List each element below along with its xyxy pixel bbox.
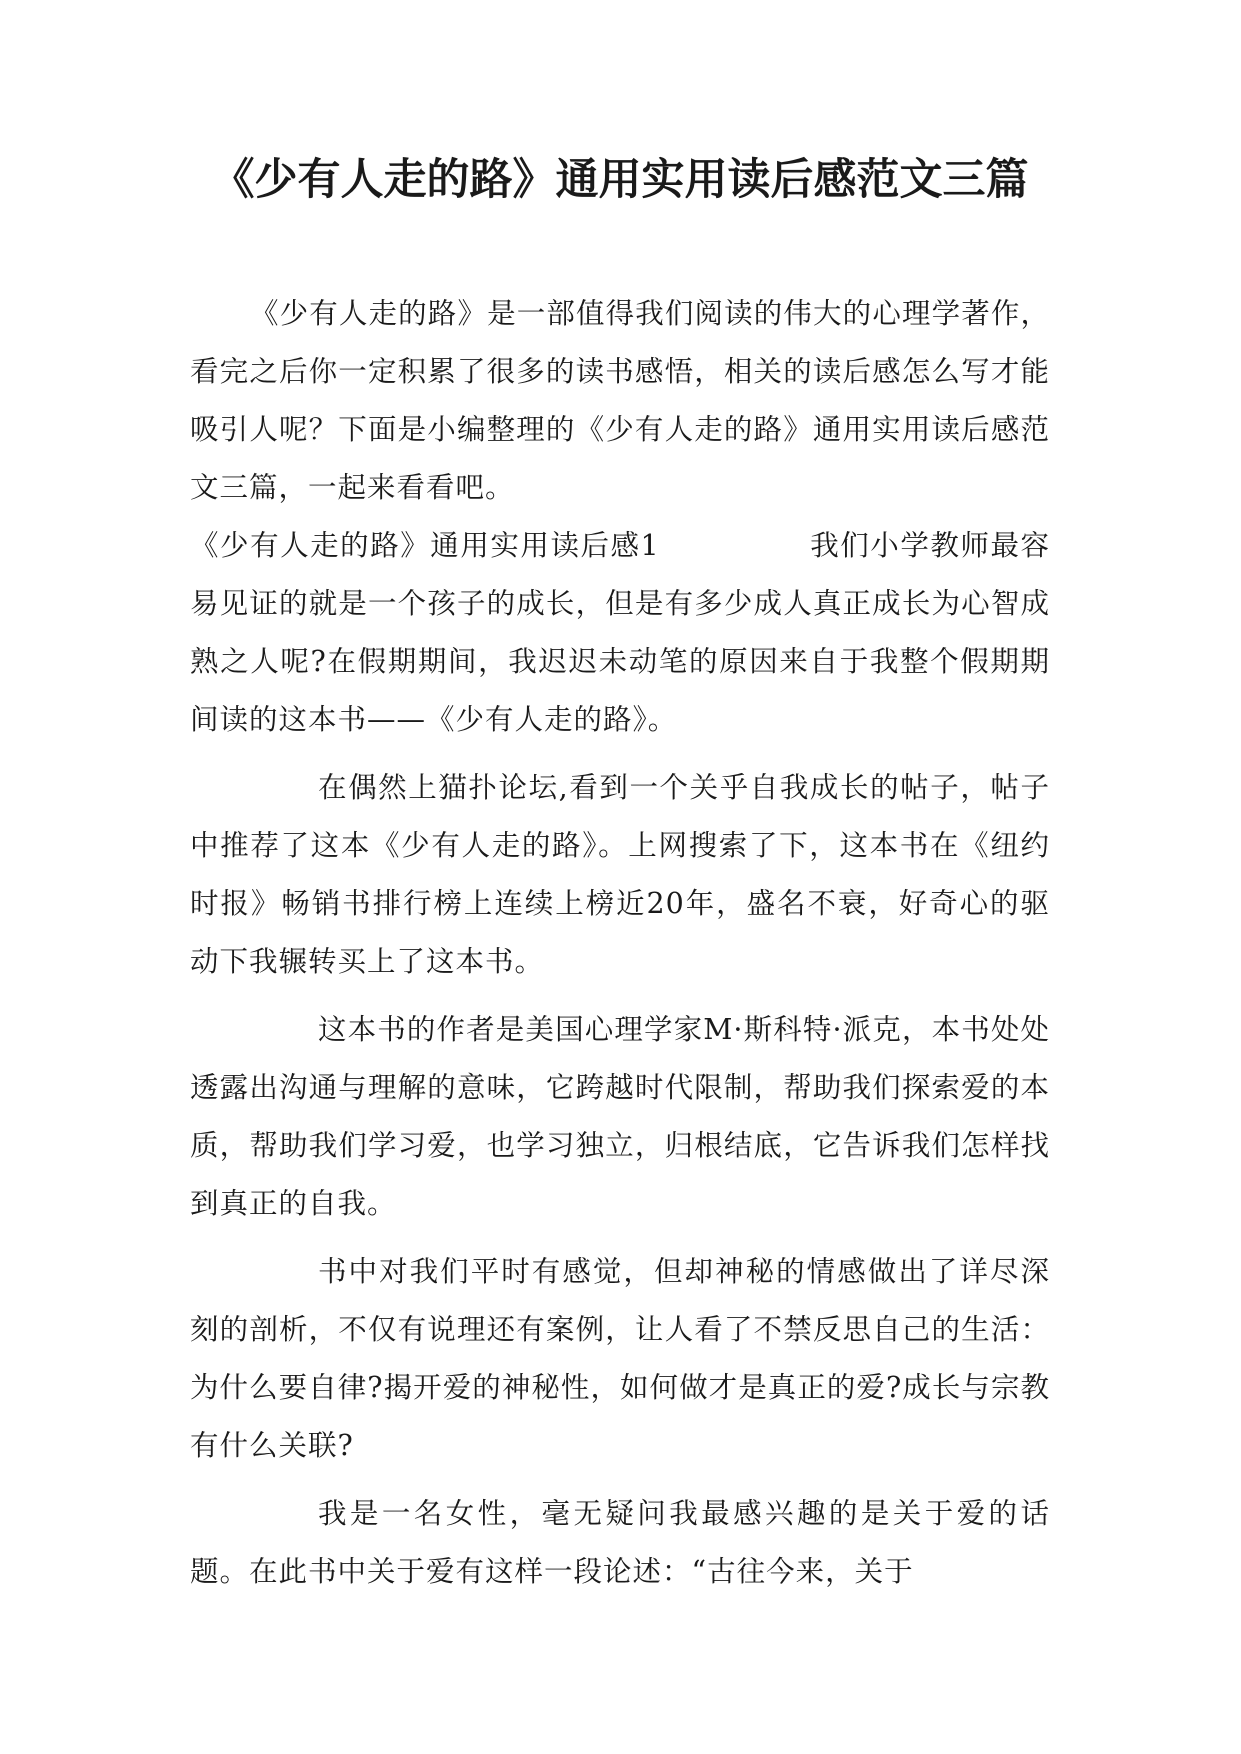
body-paragraph: 在偶然上猫扑论坛,看到一个关乎自我成长的帖子，帖子中推荐了这本《少有人走的路》。上网搜索了下，这本书在《纽约时报》畅销书排行榜上连续上榜近20年，盛名不衰，好奇心的驱动下我辗转买上了这本书。 xyxy=(190,771,1050,978)
document-body xyxy=(190,285,1050,1601)
section-heading: 《少有人走的路》通用实用读后感1 xyxy=(190,529,660,562)
intro-paragraph: 《少有人走的路》是一部值得我们阅读的伟大的心理学著作，看完之后你一定积累了很多的读书感悟，相关的读后感怎么写才能吸引人呢？下面是小编整理的《少有人走的路》通用实用读后感范文三篇，一起来看看吧。 xyxy=(190,297,1050,504)
section-heading-paragraph xyxy=(190,517,1050,749)
document-title: 《少有人走的路》通用实用读后感范文三篇 xyxy=(211,155,1029,205)
section-heading-continuation: 我们小学教师最容易见证的就是一个孩子的成长，但是有多少成人真正成长为心智成熟之人呢?在假期期间，我迟迟未动笔的原因来自于我整个假期期间读的这本书——《少有人走的路》。 xyxy=(190,529,1050,736)
body-paragraph: 书中对我们平时有感觉，但却神秘的情感做出了详尽深刻的剖析，不仅有说理还有案例，让人看了不禁反思自己的生活：为什么要自律?揭开爱的神秘性，如何做才是真正的爱?成长与宗教有什么关联? xyxy=(190,1255,1050,1462)
body-paragraph: 这本书的作者是美国心理学家M·斯科特·派克，本书处处透露出沟通与理解的意味，它跨越时代限制，帮助我们探索爱的本质，帮助我们学习爱，也学习独立，归根结底，它告诉我们怎样找到真正的自我。 xyxy=(190,1013,1050,1220)
body-paragraph: 我是一名女性，毫无疑问我最感兴趣的是关于爱的话题。在此书中关于爱有这样一段论述：“古往今来，关于 xyxy=(190,1497,1050,1588)
